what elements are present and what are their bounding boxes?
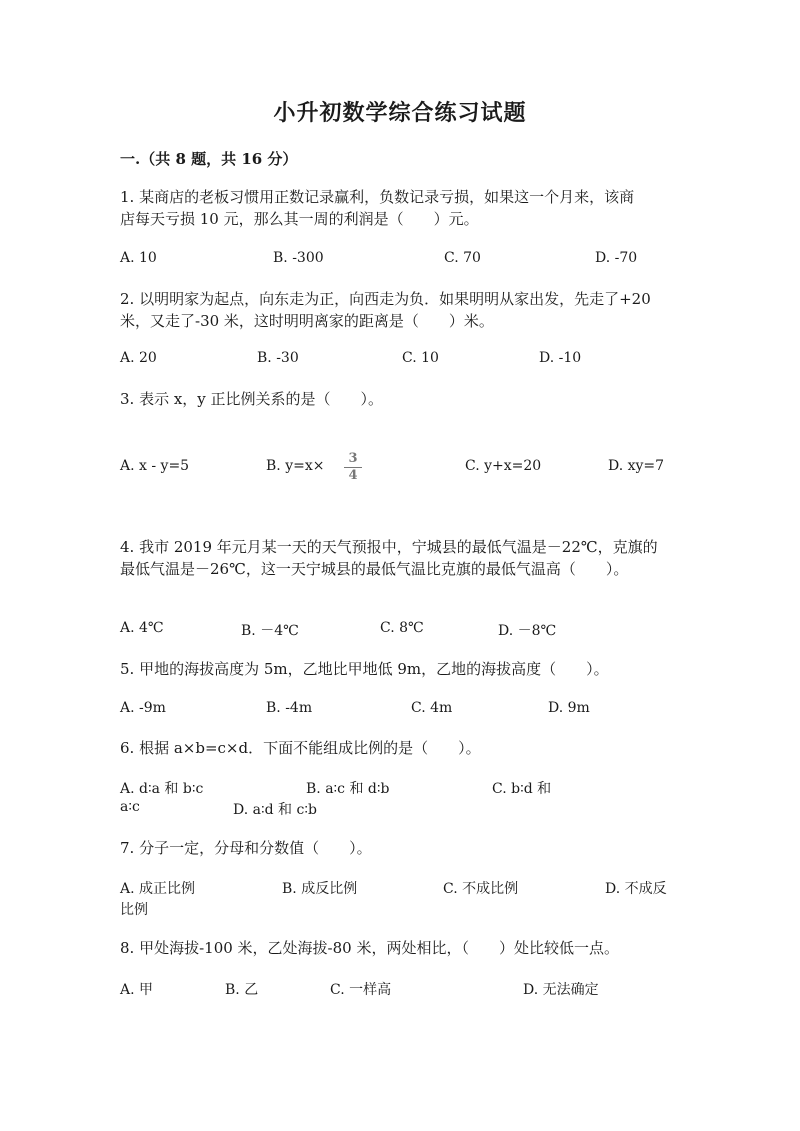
q1-option-d: D. -70 <box>595 250 638 266</box>
q5-option-b: B. -4m <box>266 700 313 716</box>
question-2-line-1: 2. 以明明家为起点，向东走为正，向西走为负．如果明明从家出发，先走了+20 <box>120 290 651 308</box>
q3-option-d: D. xy=7 <box>608 458 665 474</box>
q6-option-a: A. d∶a 和 b∶c <box>120 781 204 797</box>
fraction-denominator: 4 <box>348 468 358 483</box>
q6-option-d: D. a∶d 和 c∶b <box>233 802 317 818</box>
question-6-line-1: 6. 根据 a×b=c×d．下面不能组成比例的是（ ）。 <box>120 739 481 757</box>
fraction-three-quarters <box>344 452 362 483</box>
question-1-line-1: 1. 某商店的老板习惯用正数记录赢利，负数记录亏损，如果这一个月来，该商 <box>120 188 635 206</box>
q2-option-a: A. 20 <box>120 350 157 366</box>
q1-option-c: C. 70 <box>444 250 481 266</box>
question-3-line-1: 3. 表示 x，y 正比例关系的是（ ）。 <box>120 390 384 408</box>
q4-option-c: C. 8℃ <box>380 620 424 636</box>
q8-option-a: A. 甲 <box>120 982 154 998</box>
q7-option-d-continued: 比例 <box>120 902 148 918</box>
q7-option-d: D. 不成反 <box>605 881 667 897</box>
q2-option-d: D. -10 <box>539 350 582 366</box>
q4-option-d: D. －8℃ <box>498 623 557 639</box>
q4-option-a: A. 4℃ <box>120 620 164 636</box>
q3-option-a: A. x - y=5 <box>120 458 190 474</box>
q3-option-c: C. y+x=20 <box>465 458 542 474</box>
q1-option-b: B. -300 <box>273 250 324 266</box>
q8-option-c: C. 一样高 <box>330 982 392 998</box>
q6-option-c: C. b∶d 和 <box>492 781 552 797</box>
q5-option-d: D. 9m <box>548 700 590 716</box>
q5-option-a: A. -9m <box>120 700 166 716</box>
question-7-line-1: 7. 分子一定，分母和分数值（ ）。 <box>120 839 372 857</box>
q7-option-c: C. 不成比例 <box>443 881 519 897</box>
question-4-line-2: 最低气温是－26℃，这一天宁城县的最低气温比克旗的最低气温高（ ）。 <box>120 560 629 578</box>
question-2-line-2: 米，又走了-30 米，这时明明离家的距离是（ ）米。 <box>120 312 494 330</box>
q8-option-d: D. 无法确定 <box>523 982 599 998</box>
page-title: 小升初数学综合练习试题 <box>273 100 527 126</box>
q2-option-c: C. 10 <box>402 350 439 366</box>
question-1-line-2: 店每天亏损 10 元，那么其一周的利润是（ ）元。 <box>120 210 479 228</box>
question-4-line-1: 4. 我市 2019 年元月某一天的天气预报中，宁城县的最低气温是－22℃，克旗的 <box>120 538 658 556</box>
fraction-numerator: 3 <box>348 451 358 466</box>
section-heading: 一.（共 8 题，共 16 分） <box>120 150 298 168</box>
question-5-line-1: 5. 甲地的海拔高度为 5m，乙地比甲地低 9m，乙地的海拔高度（ ）。 <box>120 660 609 678</box>
q6-option-b: B. a∶c 和 d∶b <box>306 781 390 797</box>
q1-option-a: A. 10 <box>120 250 157 266</box>
q5-option-c: C. 4m <box>411 700 453 716</box>
q6-option-c-continued: a∶c <box>120 799 140 815</box>
q7-option-a: A. 成正比例 <box>120 881 196 897</box>
question-8-line-1: 8. 甲处海拔-100 米，乙处海拔-80 米，两处相比，（ ）处比较低一点。 <box>120 939 619 957</box>
q8-option-b: B. 乙 <box>225 982 259 998</box>
q2-option-b: B. -30 <box>257 350 299 366</box>
q3-option-b: B. y=x× <box>266 458 325 474</box>
q7-option-b: B. 成反比例 <box>282 881 358 897</box>
q4-option-b: B. －4℃ <box>241 623 299 639</box>
